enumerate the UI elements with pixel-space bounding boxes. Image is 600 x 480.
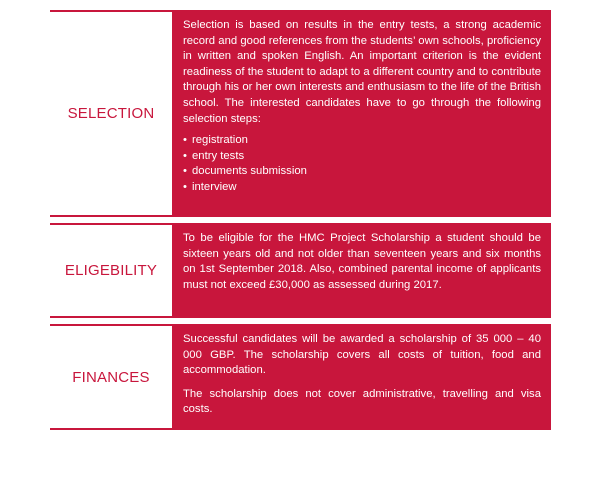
bullet-icon: • bbox=[183, 134, 187, 147]
section-finances bbox=[50, 324, 551, 430]
selection-text: Selection is based on results in the entry tests, a strong academic record and good references from the students’ own schools, proficiency in written and spoken English. An important criterion is the evident readiness of the student to adapt to a different country and to contribute through his or her own interests and enthusiasm to the life of the British school. The interested candidates have to go through the following selection steps: bbox=[183, 19, 541, 125]
eligibility-text: To be eligible for the HMC Project Scholarship a student should be sixteen years old and not older than seventeen years and six months on 1st September 2018. Also, combined parental income of applicants must not exceed £30,000 as assessed during 2017. bbox=[183, 232, 541, 291]
eligibility-content bbox=[172, 223, 551, 318]
list-item: • documents submission bbox=[183, 164, 541, 180]
bullet-icon: • bbox=[183, 180, 187, 193]
eligibility-label-cell bbox=[50, 223, 172, 318]
list-item: • entry tests bbox=[183, 149, 541, 165]
bullet-icon: • bbox=[183, 149, 187, 162]
list-item: • interview bbox=[183, 180, 541, 196]
finances-paragraph: Successful candidates will be awarded a scholarship of 35 000 – 40 000 GBP. The scholarship covers all costs of tuition, food and accommodation. bbox=[183, 333, 541, 377]
section-eligibility bbox=[50, 223, 551, 318]
selection-label-cell bbox=[50, 10, 172, 217]
bullet-icon: • bbox=[183, 165, 187, 178]
finances-content bbox=[172, 324, 551, 430]
finances-label-cell bbox=[50, 324, 172, 430]
selection-steps-list bbox=[183, 133, 541, 195]
eligibility-heading: ELIGEBILITY bbox=[64, 262, 158, 279]
selection-heading: SELECTION bbox=[67, 105, 155, 122]
list-item: • registration bbox=[183, 133, 541, 149]
selection-content bbox=[172, 10, 551, 217]
section-selection bbox=[50, 10, 551, 217]
finances-paragraph: The scholarship does not cover administrative, travelling and visa costs. bbox=[183, 387, 541, 416]
finances-heading: FINANCES bbox=[72, 368, 150, 386]
